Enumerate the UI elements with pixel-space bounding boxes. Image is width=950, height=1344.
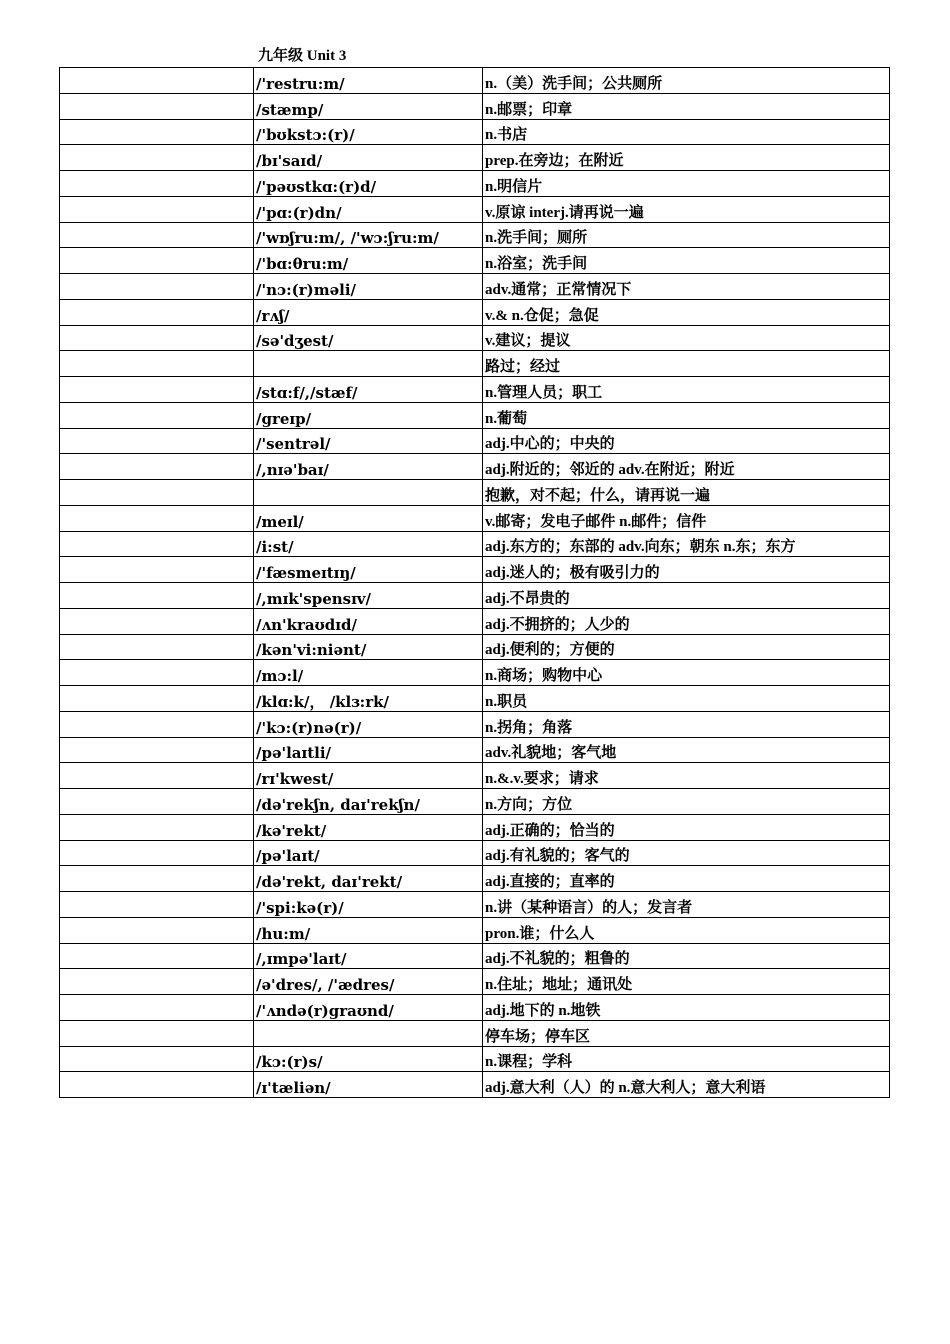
word-cell [60, 480, 254, 506]
page-title: 九年级 Unit 3 [258, 48, 347, 64]
word-cell [60, 505, 254, 531]
meaning-cell: n.商场；购物中心 [483, 660, 890, 686]
phonetic-cell: /'kɔ:(r)nə(r)/ [254, 711, 483, 737]
word-cell [60, 93, 254, 119]
word-cell [60, 1020, 254, 1046]
word-cell [60, 377, 254, 403]
table-row [60, 428, 890, 454]
table-row [60, 583, 890, 609]
word-cell [60, 196, 254, 222]
table-row [60, 119, 890, 145]
meaning-cell: 抱歉，对不起；什么，请再说一遍 [483, 480, 890, 506]
meaning-cell: adj.正确的；恰当的 [483, 814, 890, 840]
table-row [60, 402, 890, 428]
word-cell [60, 686, 254, 712]
word-cell [60, 119, 254, 145]
table-row [60, 222, 890, 248]
meaning-cell: n.邮票；印章 [483, 93, 890, 119]
meaning-cell: adj.中心的；中央的 [483, 428, 890, 454]
word-cell [60, 814, 254, 840]
table-row [60, 196, 890, 222]
table-row [60, 634, 890, 660]
word-cell [60, 454, 254, 480]
meaning-cell: adj.不昂贵的 [483, 583, 890, 609]
word-cell [60, 840, 254, 866]
phonetic-cell: /kɔ:(r)s/ [254, 1046, 483, 1072]
word-cell [60, 171, 254, 197]
phonetic-cell: /'spi:kə(r)/ [254, 892, 483, 918]
table-row [60, 377, 890, 403]
word-cell [60, 660, 254, 686]
table-row [60, 814, 890, 840]
phonetic-cell: /'bʊkstɔ:(r)/ [254, 119, 483, 145]
meaning-cell: adv.礼貌地；客气地 [483, 737, 890, 763]
meaning-cell: adj.便利的；方便的 [483, 634, 890, 660]
word-cell [60, 711, 254, 737]
word-cell [60, 222, 254, 248]
table-row [60, 763, 890, 789]
meaning-cell: n.洗手间；厕所 [483, 222, 890, 248]
word-cell [60, 145, 254, 171]
phonetic-cell: /pə'laɪt/ [254, 840, 483, 866]
table-row [60, 686, 890, 712]
word-cell [60, 1046, 254, 1072]
meaning-cell: n.葡萄 [483, 402, 890, 428]
meaning-cell: prep.在旁边；在附近 [483, 145, 890, 171]
meaning-cell: 路过；经过 [483, 351, 890, 377]
word-cell [60, 402, 254, 428]
table-row [60, 660, 890, 686]
word-cell [60, 531, 254, 557]
word-cell [60, 1072, 254, 1098]
table-row [60, 1072, 890, 1098]
phonetic-cell: /,ɪmpə'laɪt/ [254, 943, 483, 969]
table-row [60, 351, 890, 377]
word-cell [60, 557, 254, 583]
meaning-cell: n.明信片 [483, 171, 890, 197]
meaning-cell: adj.意大利（人）的 n.意大利人；意大利语 [483, 1072, 890, 1098]
meaning-cell: n.书店 [483, 119, 890, 145]
word-cell [60, 325, 254, 351]
table-row [60, 325, 890, 351]
meaning-cell: v.邮寄；发电子邮件 n.邮件；信件 [483, 505, 890, 531]
phonetic-cell: /mɔ:l/ [254, 660, 483, 686]
meaning-cell: n.住址；地址；通讯处 [483, 969, 890, 995]
word-cell [60, 789, 254, 815]
table-row [60, 454, 890, 480]
meaning-cell: adv.通常；正常情况下 [483, 274, 890, 300]
table-row [60, 608, 890, 634]
phonetic-cell: /meɪl/ [254, 505, 483, 531]
word-cell [60, 299, 254, 325]
phonetic-cell: /də'rekʃn, daɪ'rekʃn/ [254, 789, 483, 815]
phonetic-cell: /ə'dres/, /'ædres/ [254, 969, 483, 995]
phonetic-cell: /kə'rekt/ [254, 814, 483, 840]
meaning-cell: n.管理人员；职工 [483, 377, 890, 403]
phonetic-cell: /hu:m/ [254, 917, 483, 943]
vocabulary-table-body [60, 68, 890, 1098]
table-row [60, 171, 890, 197]
meaning-cell: adj.不拥挤的；人少的 [483, 608, 890, 634]
table-row [60, 299, 890, 325]
word-cell [60, 917, 254, 943]
phonetic-cell: /stæmp/ [254, 93, 483, 119]
meaning-cell: adj.地下的 n.地铁 [483, 995, 890, 1021]
phonetic-cell [254, 1020, 483, 1046]
word-cell [60, 274, 254, 300]
word-cell [60, 351, 254, 377]
table-row [60, 1046, 890, 1072]
meaning-cell: adj.有礼貌的；客气的 [483, 840, 890, 866]
table-row [60, 505, 890, 531]
table-row [60, 737, 890, 763]
meaning-cell: adj.迷人的；极有吸引力的 [483, 557, 890, 583]
meaning-cell: n.职员 [483, 686, 890, 712]
word-cell [60, 68, 254, 94]
phonetic-cell [254, 480, 483, 506]
word-cell [60, 969, 254, 995]
table-row [60, 145, 890, 171]
table-row [60, 866, 890, 892]
phonetic-cell: /'restru:m/ [254, 68, 483, 94]
word-cell [60, 583, 254, 609]
table-row [60, 789, 890, 815]
meaning-cell: adj.附近的；邻近的 adv.在附近；附近 [483, 454, 890, 480]
word-cell [60, 428, 254, 454]
table-row [60, 248, 890, 274]
word-cell [60, 892, 254, 918]
meaning-cell: n.方向；方位 [483, 789, 890, 815]
phonetic-cell: /'bɑ:θru:m/ [254, 248, 483, 274]
meaning-cell: v.& n.仓促；急促 [483, 299, 890, 325]
meaning-cell: n.（美）洗手间；公共厕所 [483, 68, 890, 94]
phonetic-cell [254, 351, 483, 377]
vocabulary-table [59, 67, 890, 1098]
phonetic-cell: /greɪp/ [254, 402, 483, 428]
phonetic-cell: /,mɪk'spensɪv/ [254, 583, 483, 609]
phonetic-cell: /pə'laɪtli/ [254, 737, 483, 763]
phonetic-cell: /sə'dʒest/ [254, 325, 483, 351]
meaning-cell: adj.直接的；直率的 [483, 866, 890, 892]
phonetic-cell: /bɪ'saɪd/ [254, 145, 483, 171]
phonetic-cell: /'pɑ:(r)dn/ [254, 196, 483, 222]
word-cell [60, 248, 254, 274]
word-cell [60, 763, 254, 789]
phonetic-cell: /'fæsmeɪtɪŋ/ [254, 557, 483, 583]
phonetic-cell: /'wɒʃru:m/, /'wɔ:ʃru:m/ [254, 222, 483, 248]
table-row [60, 840, 890, 866]
phonetic-cell: /ʌn'kraʊdɪd/ [254, 608, 483, 634]
table-row [60, 969, 890, 995]
table-row [60, 531, 890, 557]
meaning-cell: v.建议；提议 [483, 325, 890, 351]
table-row [60, 274, 890, 300]
table-row [60, 943, 890, 969]
phonetic-cell: /klɑ:k/， /klɜ:rk/ [254, 686, 483, 712]
word-cell [60, 866, 254, 892]
meaning-cell: adj.不礼貌的；粗鲁的 [483, 943, 890, 969]
meaning-cell: 停车场；停车区 [483, 1020, 890, 1046]
phonetic-cell: /i:st/ [254, 531, 483, 557]
phonetic-cell: /ɪ'tæliən/ [254, 1072, 483, 1098]
word-cell [60, 943, 254, 969]
table-row [60, 1020, 890, 1046]
phonetic-cell: /,nɪə'baɪ/ [254, 454, 483, 480]
phonetic-cell: /'nɔ:(r)məli/ [254, 274, 483, 300]
meaning-cell: pron.谁；什么人 [483, 917, 890, 943]
table-row [60, 892, 890, 918]
meaning-cell: n.&.v.要求；请求 [483, 763, 890, 789]
table-row [60, 93, 890, 119]
table-row [60, 711, 890, 737]
meaning-cell: n.讲（某种语言）的人；发言者 [483, 892, 890, 918]
table-row [60, 480, 890, 506]
phonetic-cell: /rɪ'kwest/ [254, 763, 483, 789]
table-row [60, 557, 890, 583]
phonetic-cell: /rʌʃ/ [254, 299, 483, 325]
table-row [60, 995, 890, 1021]
word-cell [60, 608, 254, 634]
table-row [60, 68, 890, 94]
word-cell [60, 737, 254, 763]
meaning-cell: n.拐角；角落 [483, 711, 890, 737]
word-cell [60, 995, 254, 1021]
phonetic-cell: /kən'vi:niənt/ [254, 634, 483, 660]
word-cell [60, 634, 254, 660]
phonetic-cell: /'ʌndə(r)graʊnd/ [254, 995, 483, 1021]
phonetic-cell: /də'rekt, daɪ'rekt/ [254, 866, 483, 892]
phonetic-cell: /'pəʊstkɑ:(r)d/ [254, 171, 483, 197]
meaning-cell: n.浴室；洗手间 [483, 248, 890, 274]
meaning-cell: n.课程；学科 [483, 1046, 890, 1072]
meaning-cell: v.原谅 interj.请再说一遍 [483, 196, 890, 222]
meaning-cell: adj.东方的；东部的 adv.向东；朝东 n.东；东方 [483, 531, 890, 557]
table-row [60, 917, 890, 943]
phonetic-cell: /'sentrəl/ [254, 428, 483, 454]
phonetic-cell: /stɑ:f/,/stæf/ [254, 377, 483, 403]
